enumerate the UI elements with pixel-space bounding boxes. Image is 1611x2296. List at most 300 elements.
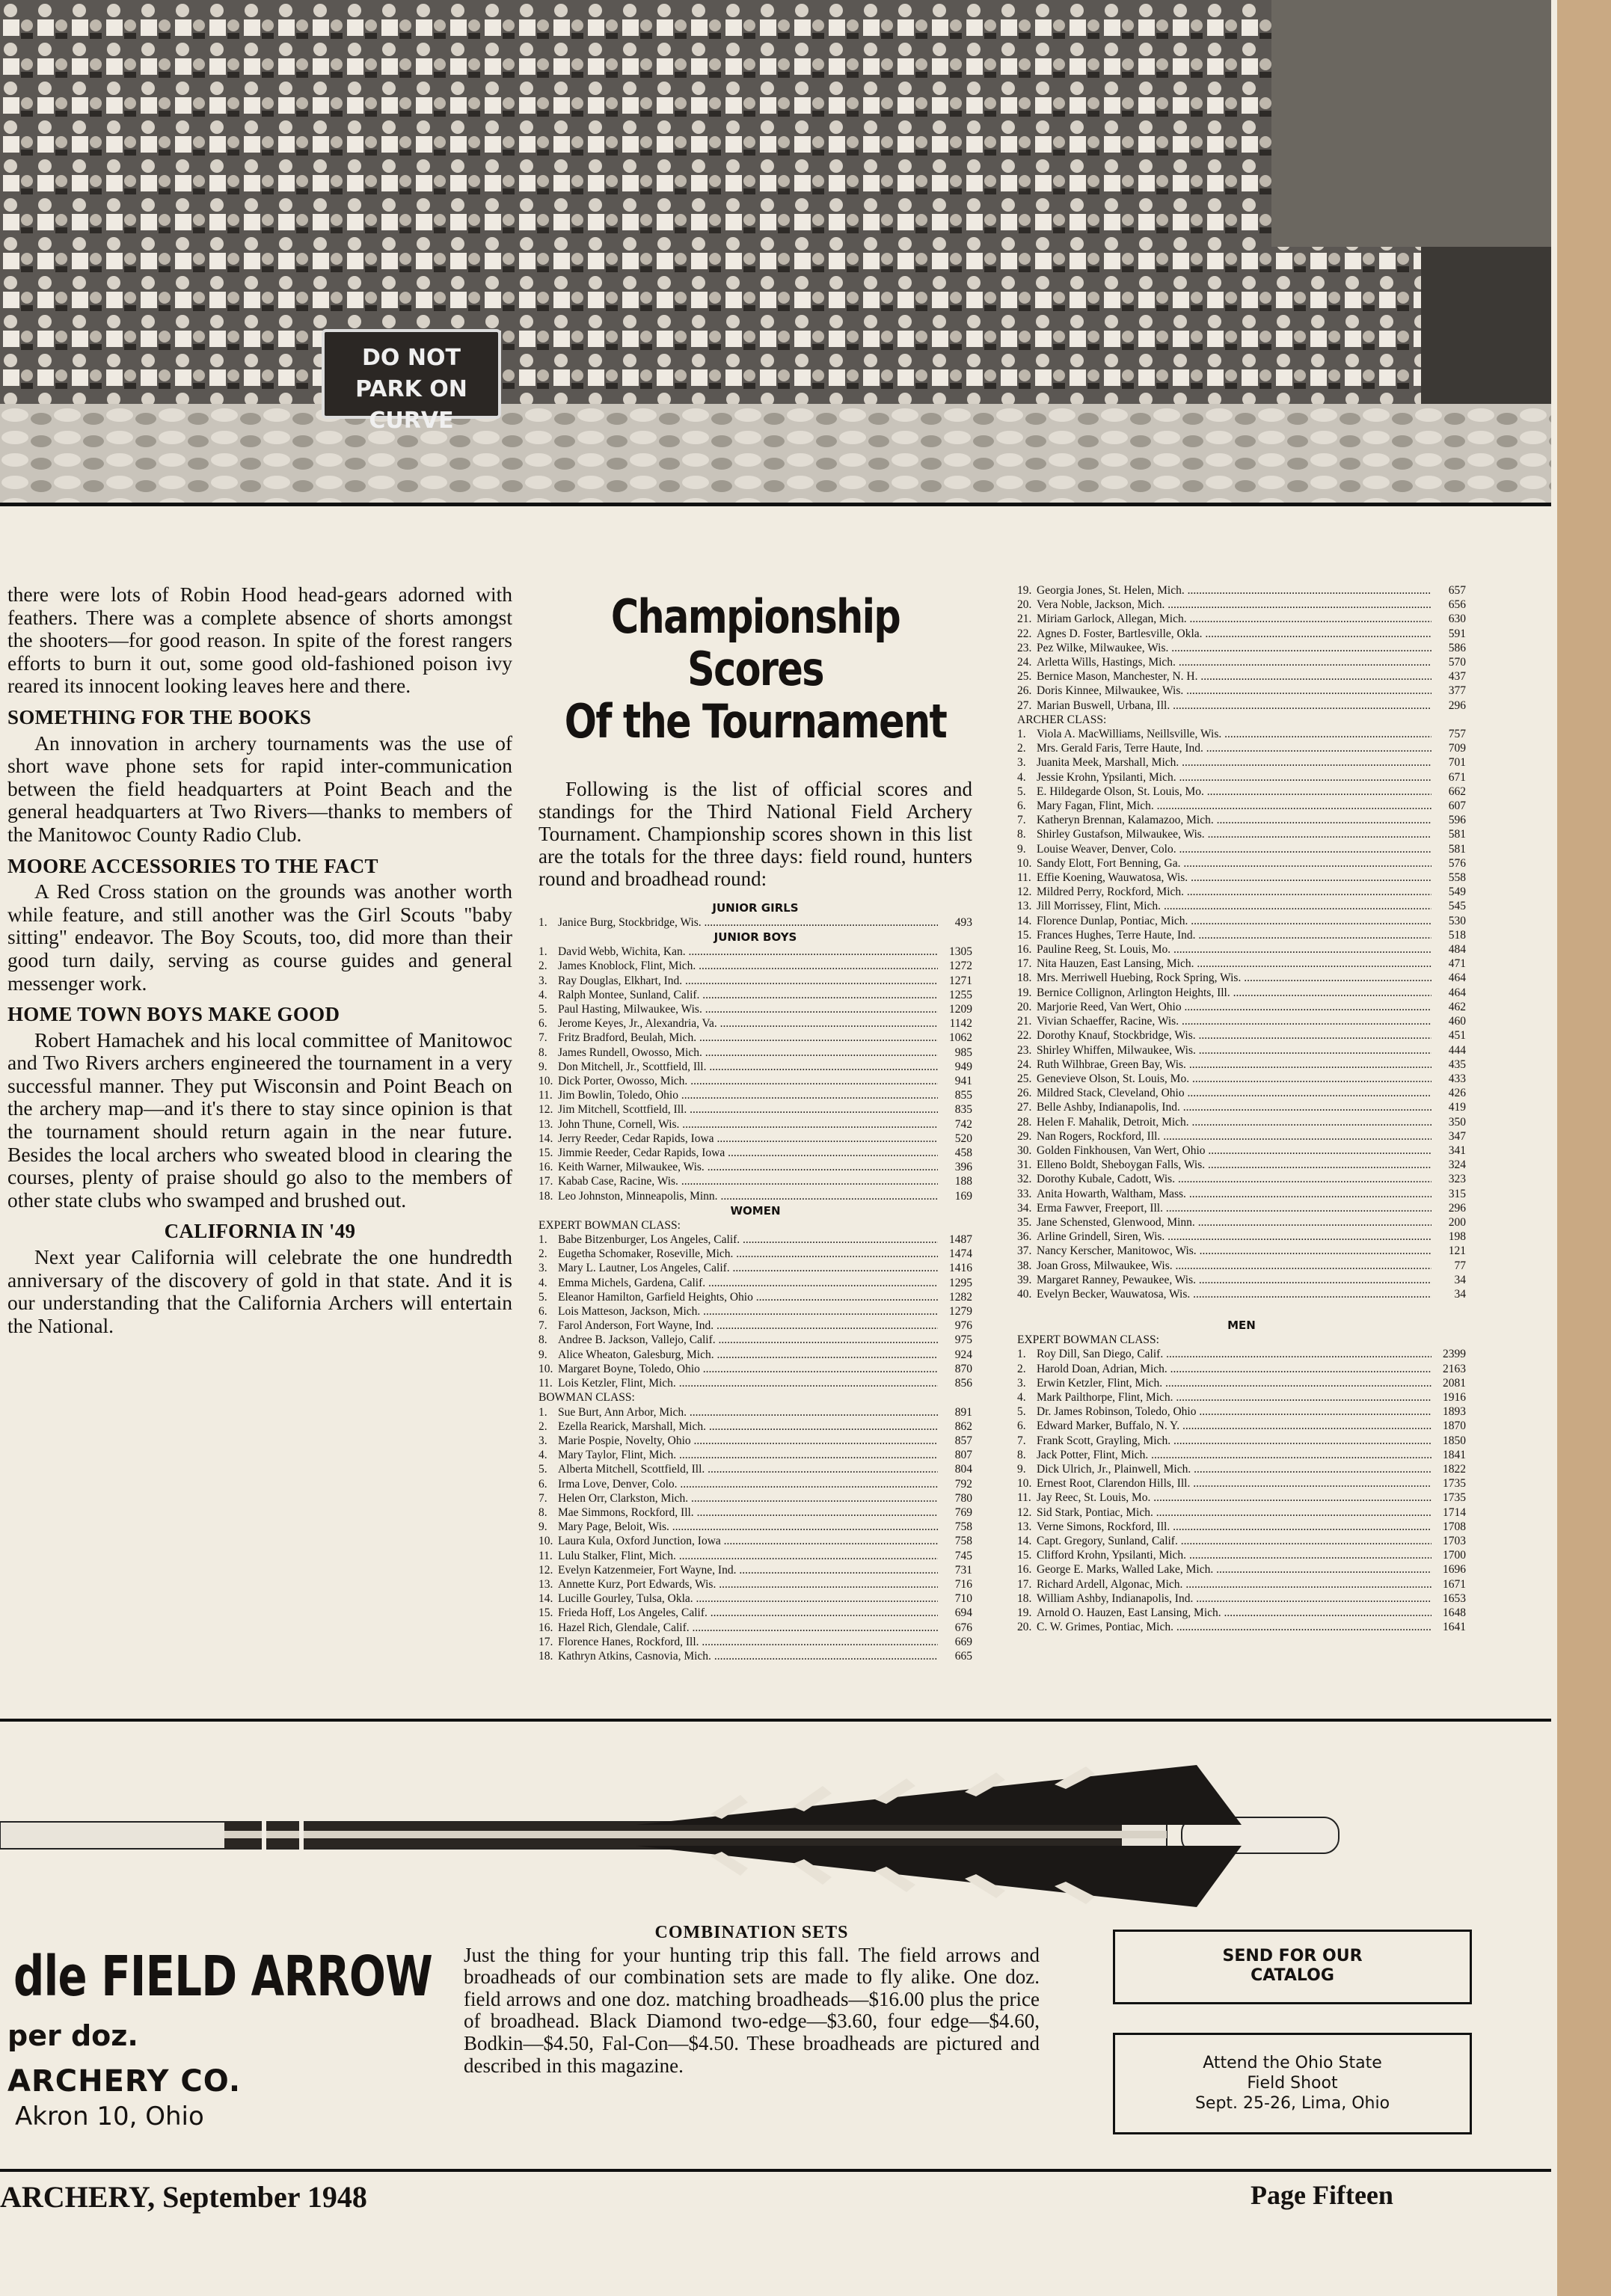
result-name: Belle Ashby, Indianapolis, Ind. ..... <box>1037 1100 1432 1114</box>
result-row <box>1017 1591 1466 1606</box>
result-row <box>538 1088 972 1102</box>
result-rank: 14. <box>1017 1535 1032 1547</box>
result-name: Jerry Reeder, Cedar Rapids, Iowa ..... <box>558 1132 938 1146</box>
result-name: Jim Mitchell, Scottfield, Ill. ..... <box>558 1102 938 1117</box>
result-rank: 7. <box>1017 1434 1026 1447</box>
result-rank: 40. <box>1017 1287 1032 1301</box>
result-rank: 8. <box>1017 1448 1026 1461</box>
result-row <box>1017 1520 1466 1534</box>
result-rank: 12. <box>1017 1505 1032 1519</box>
result-score: 835 <box>954 1103 972 1117</box>
result-row <box>538 1233 972 1247</box>
result-rank: 16. <box>1017 943 1032 957</box>
result-row <box>538 1319 972 1333</box>
result-row <box>538 915 972 930</box>
results-list <box>538 1405 972 1664</box>
result-score: 742 <box>954 1117 972 1131</box>
result-row <box>1017 684 1466 698</box>
result-rank: 17. <box>538 1635 553 1648</box>
result-score: 1282 <box>949 1290 972 1304</box>
result-rank: 8. <box>538 1046 547 1059</box>
result-row <box>538 1635 972 1649</box>
result-name: Vivian Schaeffer, Racine, Wis. ..... <box>1037 1014 1432 1028</box>
result-name: Lois Ketzler, Flint, Mich. ..... <box>558 1376 938 1390</box>
result-row <box>538 1405 972 1419</box>
result-rank: 2. <box>538 1247 547 1261</box>
result-row <box>1017 1086 1466 1100</box>
result-rank: 6. <box>538 1477 547 1491</box>
result-name: Jill Morrissey, Flint, Mich. ..... <box>1037 899 1432 913</box>
result-score: 1271 <box>949 974 972 987</box>
result-name: Ralph Montee, Sunland, Calif. ..... <box>558 988 938 1002</box>
article-paragraph: Next year California will celebrate the one hundredth anniversary of the discovery of gold in that state. And it is our understanding that the California Archers will entertain the National. <box>7 1245 512 1337</box>
result-row <box>1017 655 1466 669</box>
title-line: Championship Scores <box>610 589 900 696</box>
result-row <box>1017 1548 1466 1562</box>
result-row <box>1017 899 1466 913</box>
class-heading: ARCHER CLASS: <box>1017 713 1107 726</box>
result-row <box>538 1074 972 1088</box>
result-name: Sid Stark, Pontiac, Mich. ..... <box>1037 1505 1432 1520</box>
result-rank: 3. <box>538 1262 547 1275</box>
result-name: Jane Schensted, Glenwood, Minn. ..... <box>1037 1215 1432 1230</box>
result-score: 1487 <box>949 1233 972 1247</box>
result-score: 493 <box>954 916 972 929</box>
result-rank: 1. <box>538 945 547 959</box>
result-score: 296 <box>1448 699 1466 712</box>
result-name: Bernice Collignon, Arlington Heights, Ill. ..... <box>1037 986 1432 1000</box>
magazine-footer: ARCHERY, September 1948 <box>0 2180 367 2214</box>
result-score: 1305 <box>949 945 972 959</box>
result-row <box>538 1290 972 1304</box>
result-score: 1653 <box>1443 1591 1466 1605</box>
result-score: 518 <box>1448 928 1466 942</box>
result-score: 607 <box>1448 799 1466 813</box>
result-rank: 27. <box>1017 699 1032 712</box>
results-list <box>538 945 972 1203</box>
result-rank: 3. <box>538 974 547 987</box>
results-list <box>538 915 972 930</box>
result-score: 570 <box>1448 656 1466 669</box>
result-name: Harold Doan, Adrian, Mich. ..... <box>1037 1362 1432 1376</box>
result-row <box>538 1046 972 1060</box>
result-name: Dick Porter, Owosso, Mich. ..... <box>558 1074 938 1088</box>
result-name: Sue Burt, Ann Arbor, Mich. ..... <box>558 1405 938 1419</box>
result-name: Eugetha Schomaker, Roseville, Mich. ..... <box>558 1247 938 1261</box>
result-rank: 6. <box>1017 799 1026 813</box>
result-rank: 12. <box>538 1563 553 1577</box>
result-name: E. Hildegarde Olson, St. Louis, Mo. ..... <box>1037 785 1432 799</box>
result-row <box>538 1534 972 1548</box>
result-row <box>1017 669 1466 684</box>
result-row <box>538 1002 972 1016</box>
result-score: 2081 <box>1443 1376 1466 1390</box>
result-name: Don Mitchell, Jr., Scottfield, Ill. ..... <box>558 1060 938 1074</box>
result-row <box>1017 1505 1466 1520</box>
result-row <box>1017 699 1466 713</box>
result-score: 121 <box>1448 1244 1466 1258</box>
result-name: Vera Noble, Jackson, Mich. ..... <box>1037 598 1432 612</box>
result-score: 350 <box>1448 1115 1466 1129</box>
result-rank: 4. <box>1017 770 1026 784</box>
result-row <box>1017 885 1466 899</box>
result-row <box>1017 1347 1466 1361</box>
result-rank: 6. <box>1017 1419 1026 1433</box>
result-rank: 2. <box>538 1419 547 1433</box>
result-name: Jimmie Reeder, Cedar Rapids, Iowa ..... <box>558 1146 938 1160</box>
result-score: 464 <box>1448 971 1466 985</box>
result-rank: 4. <box>538 1276 547 1289</box>
result-score: 1714 <box>1443 1505 1466 1519</box>
result-name: Richard Ardell, Algonac, Mich. ..... <box>1037 1577 1432 1591</box>
result-rank: 8. <box>538 1333 547 1347</box>
result-rank: 34. <box>1017 1201 1032 1215</box>
result-name: Laura Kula, Oxford Junction, Iowa ..... <box>558 1534 938 1548</box>
result-score: 1841 <box>1443 1448 1466 1461</box>
result-rank: 18. <box>1017 1591 1032 1605</box>
result-row <box>538 1477 972 1491</box>
result-name: Fritz Bradford, Beulah, Mich. ..... <box>558 1031 938 1045</box>
result-row <box>1017 755 1466 770</box>
result-score: 444 <box>1448 1043 1466 1057</box>
result-name: Mildred Stack, Cleveland, Ohio ..... <box>1037 1086 1432 1100</box>
result-row <box>1017 641 1466 655</box>
result-score: 862 <box>954 1419 972 1433</box>
result-rank: 14. <box>1017 914 1032 927</box>
result-score: 941 <box>954 1075 972 1088</box>
scores-column-left <box>538 591 972 1663</box>
results-list <box>1017 1347 1466 1634</box>
result-rank: 10. <box>538 1075 553 1088</box>
result-name: Ezella Rearick, Marshall, Mich. ..... <box>558 1419 938 1434</box>
result-row <box>1017 1491 1466 1505</box>
section-heading: SOMETHING FOR THE BOOKS <box>7 705 312 728</box>
result-row <box>1017 770 1466 785</box>
result-name: Evelyn Katzenmeier, Fort Wayne, Ind. ..... <box>558 1563 938 1577</box>
result-score: 198 <box>1448 1230 1466 1244</box>
article-column <box>7 583 512 1337</box>
article-paragraph: A Red Cross station on the grounds was another worth while feature, and still another was the Girl Scouts "baby sitting" endeavor. The Boy Scouts, too, did more than their good turn daily, serving as course guides and general messenger work. <box>7 880 512 995</box>
result-score: 716 <box>954 1577 972 1591</box>
result-row <box>1017 1172 1466 1186</box>
result-score: 949 <box>954 1060 972 1073</box>
result-name: Georgia Jones, St. Helen, Mich. ..... <box>1037 583 1432 598</box>
results-list <box>538 1233 972 1390</box>
result-row <box>1017 1058 1466 1072</box>
result-name: Frieda Hoff, Los Angeles, Calif. ..... <box>558 1606 938 1620</box>
result-name: Arletta Wills, Hastings, Mich. ..... <box>1037 655 1432 669</box>
result-score: 484 <box>1448 943 1466 957</box>
result-score: 665 <box>954 1649 972 1663</box>
result-score: 341 <box>1448 1144 1466 1157</box>
result-row <box>1017 827 1466 841</box>
result-row <box>1017 957 1466 971</box>
result-row <box>538 945 972 959</box>
result-rank: 4. <box>538 988 547 1001</box>
company-address: Akron 10, Ohio <box>15 2102 204 2131</box>
result-rank: 5. <box>1017 1405 1026 1419</box>
result-score: 1700 <box>1443 1549 1466 1562</box>
group-photo <box>0 0 1551 506</box>
article-paragraph: Robert Hamachek and his local committee of Manitowoc and Two Rivers archers engineered the tournament in a very successful manner. They put Wisconsin and Point Beach on the archery map—and it's there to stay since opinion is that the tournament should return again in the near future. Besides the local archers who sweated blood in clearing the courses, plenty of praise should go also to the members of other state clubs who swamped and brushed out. <box>7 1028 512 1212</box>
result-rank: 19. <box>1017 986 1032 999</box>
result-row <box>1017 1620 1466 1634</box>
result-score: 1671 <box>1443 1577 1466 1591</box>
shoot-line: Field Shoot <box>1247 2074 1338 2093</box>
result-rank: 19. <box>1017 584 1032 597</box>
result-rank: 16. <box>1017 1563 1032 1577</box>
result-row <box>538 1591 972 1606</box>
result-rank: 11. <box>538 1377 553 1390</box>
result-name: Margaret Ranney, Pewaukee, Wis. ..... <box>1037 1273 1432 1287</box>
catalog-line: SEND FOR OUR <box>1222 1947 1363 1965</box>
result-row <box>1017 1419 1466 1433</box>
result-score: 710 <box>954 1592 972 1606</box>
result-score: 975 <box>954 1333 972 1347</box>
result-score: 586 <box>1448 641 1466 654</box>
result-rank: 5. <box>538 1290 547 1304</box>
result-row <box>1017 1390 1466 1405</box>
result-name: Jay Reec, St. Louis, Mo. ..... <box>1037 1491 1432 1505</box>
result-name: Viola A. MacWilliams, Neillsville, Wis. ..... <box>1037 727 1432 741</box>
result-name: Doris Kinnee, Milwaukee, Wis. ..... <box>1037 684 1432 698</box>
result-score: 657 <box>1448 584 1466 597</box>
result-rank: 16. <box>538 1161 553 1174</box>
section-heading: JUNIOR GIRLS <box>712 901 799 915</box>
result-name: Lulu Stalker, Flint, Mich. ..... <box>558 1549 938 1563</box>
result-row <box>1017 1376 1466 1390</box>
result-row <box>1017 971 1466 985</box>
result-score: 1272 <box>949 960 972 973</box>
result-name: Clifford Krohn, Ypsilanti, Mich. ..... <box>1037 1548 1432 1562</box>
scores-column-right <box>1017 583 1466 1634</box>
result-score: 807 <box>954 1449 972 1462</box>
article-paragraph: An innovation in archery tournaments was the use of short wave phone sets for rapid inter-communication between the field headquarters at Point Beach and the general headquarters at Two Rivers—thanks to members of the Manitowoc County Radio Club. <box>7 731 512 846</box>
result-rank: 36. <box>1017 1230 1032 1244</box>
result-score: 855 <box>954 1089 972 1102</box>
result-row <box>1017 1230 1466 1244</box>
result-row <box>1017 942 1466 957</box>
sign-line: DO NOT <box>362 345 461 371</box>
result-rank: 28. <box>1017 1115 1032 1129</box>
result-rank: 15. <box>538 1606 553 1620</box>
result-row <box>1017 842 1466 856</box>
result-rank: 20. <box>1017 1000 1032 1013</box>
result-row <box>538 1577 972 1591</box>
result-name: Irma Love, Denver, Colo. ..... <box>558 1477 938 1491</box>
result-score: 296 <box>1448 1201 1466 1215</box>
result-rank: 3. <box>1017 756 1026 770</box>
result-rank: 15. <box>538 1147 553 1160</box>
price-line: per doz. <box>7 2019 138 2052</box>
result-name: Frances Hughes, Terre Haute, Ind. ..... <box>1037 928 1432 942</box>
result-rank: 8. <box>538 1505 547 1519</box>
result-rank: 16. <box>538 1621 553 1634</box>
result-row <box>538 1606 972 1620</box>
result-name: Ray Douglas, Elkhart, Ind. ..... <box>558 974 938 988</box>
result-score: 315 <box>1448 1187 1466 1200</box>
result-row <box>1017 1014 1466 1028</box>
result-name: Shirley Whiffen, Milwaukee, Wis. ..... <box>1037 1043 1432 1058</box>
result-name: Dick Ulrich, Jr., Plainwell, Mich. ..... <box>1037 1462 1432 1476</box>
result-row <box>1017 1405 1466 1419</box>
result-row <box>1017 1201 1466 1215</box>
result-rank: 11. <box>538 1549 553 1562</box>
result-score: 1735 <box>1443 1491 1466 1505</box>
result-score: 426 <box>1448 1087 1466 1100</box>
result-row <box>538 1261 972 1275</box>
result-score: 1279 <box>949 1305 972 1319</box>
result-rank: 6. <box>538 1017 547 1031</box>
result-score: 545 <box>1448 900 1466 913</box>
result-rank: 1. <box>538 1405 547 1419</box>
result-row <box>538 1549 972 1563</box>
result-score: 520 <box>954 1132 972 1145</box>
result-row <box>1017 1043 1466 1058</box>
result-row <box>538 1333 972 1347</box>
result-name: Capt. Gregory, Sunland, Calif. ..... <box>1037 1534 1432 1548</box>
result-row <box>1017 1187 1466 1201</box>
result-name: Dr. James Robinson, Toledo, Ohio ..... <box>1037 1405 1432 1419</box>
result-name: Janice Burg, Stockbridge, Wis. ..... <box>558 915 938 930</box>
result-name: Jerome Keyes, Jr., Alexandria, Va. ..... <box>558 1016 938 1031</box>
result-rank: 21. <box>1017 613 1032 626</box>
result-name: Florence Dunlap, Pontiac, Mich. ..... <box>1037 914 1432 928</box>
result-score: 676 <box>954 1621 972 1634</box>
class-heading: EXPERT BOWMAN CLASS: <box>1017 1333 1159 1347</box>
result-rank: 9. <box>1017 1462 1026 1476</box>
page-number: Page Fifteen <box>1251 2180 1393 2210</box>
result-name: Keith Warner, Milwaukee, Wis. ..... <box>558 1160 938 1174</box>
result-score: 1822 <box>1443 1462 1466 1476</box>
result-row <box>538 1462 972 1476</box>
result-rank: 15. <box>1017 928 1032 942</box>
result-row <box>1017 1000 1466 1014</box>
result-score: 169 <box>954 1189 972 1203</box>
results-list <box>1017 727 1466 1301</box>
result-score: 188 <box>954 1175 972 1188</box>
result-name: Mark Pailthorpe, Flint, Mich. ..... <box>1037 1390 1432 1405</box>
result-score: 924 <box>954 1348 972 1361</box>
article-paragraph: there were lots of Robin Hood head-gears adorned with feathers. There was a complete absence of shorts amongst the shooters—for good reason. In spite of the forest rangers efforts to burn it out, some good old-fashioned poison ivy reared its innocent looking leaves here and there. <box>7 583 512 698</box>
result-score: 558 <box>1448 871 1466 885</box>
result-row <box>538 1649 972 1663</box>
result-row <box>538 974 972 988</box>
result-name: Mrs. Merriwell Huebing, Rock Spring, Wis. ..... <box>1037 971 1432 985</box>
result-score: 694 <box>954 1606 972 1620</box>
class-heading: EXPERT BOWMAN CLASS: <box>538 1218 681 1232</box>
result-row <box>538 988 972 1002</box>
result-rank: 4. <box>538 1449 547 1462</box>
result-rank: 11. <box>1017 1491 1031 1505</box>
result-score: 656 <box>1448 598 1466 612</box>
result-score: 460 <box>1448 1015 1466 1028</box>
result-score: 451 <box>1448 1029 1466 1043</box>
result-row <box>1017 1100 1466 1114</box>
result-row <box>1017 986 1466 1000</box>
result-name: Edward Marker, Buffalo, N. Y. ..... <box>1037 1419 1432 1433</box>
result-rank: 20. <box>1017 598 1032 612</box>
result-name: Paul Hasting, Milwaukee, Wis. ..... <box>558 1002 938 1016</box>
result-rank: 5. <box>538 1463 547 1476</box>
result-score: 757 <box>1448 728 1466 741</box>
sign-line: PARK ON CURVE <box>355 376 467 434</box>
result-rank: 25. <box>1017 1072 1032 1085</box>
result-row <box>1017 598 1466 612</box>
result-row <box>1017 612 1466 626</box>
result-row <box>538 1621 972 1635</box>
result-score: 471 <box>1448 957 1466 971</box>
result-row <box>1017 1115 1466 1129</box>
result-rank: 23. <box>1017 641 1032 654</box>
result-rank: 18. <box>538 1189 553 1203</box>
result-row <box>538 1304 972 1319</box>
result-name: Mildred Perry, Rockford, Mich. ..... <box>1037 885 1432 899</box>
result-row <box>1017 583 1466 598</box>
result-rank: 7. <box>538 1491 547 1505</box>
result-name: Marian Buswell, Urbana, Ill. ..... <box>1037 699 1432 713</box>
result-row <box>538 1491 972 1505</box>
result-row <box>1017 1287 1466 1301</box>
result-score: 976 <box>954 1319 972 1333</box>
result-name: Lois Matteson, Jackson, Mich. ..... <box>558 1304 938 1319</box>
result-rank: 9. <box>538 1348 547 1361</box>
result-name: Margaret Boyne, Toledo, Ohio ..... <box>558 1362 938 1376</box>
result-score: 856 <box>954 1377 972 1390</box>
result-score: 435 <box>1448 1058 1466 1071</box>
article-title <box>541 591 970 748</box>
result-row <box>538 1434 972 1448</box>
section-heading: WOMEN <box>730 1203 781 1218</box>
result-rank: 23. <box>1017 1043 1032 1057</box>
result-name: Andree B. Jackson, Vallejo, Calif. ..... <box>558 1333 938 1347</box>
result-name: Alberta Mitchell, Scottfield, Ill. ..... <box>558 1462 938 1476</box>
result-row <box>538 1419 972 1434</box>
result-rank: 26. <box>1017 684 1032 698</box>
result-rank: 13. <box>1017 1520 1032 1533</box>
result-name: Pez Wilke, Milwaukee, Wis. ..... <box>1037 641 1432 655</box>
result-row <box>1017 1462 1466 1476</box>
result-rank: 2. <box>1017 742 1026 755</box>
result-row <box>538 1160 972 1174</box>
result-row <box>538 1376 972 1390</box>
result-name: Effie Koening, Wauwatosa, Wis. ..... <box>1037 871 1432 885</box>
result-score: 1648 <box>1443 1606 1466 1620</box>
results-list <box>1017 583 1466 713</box>
result-row <box>1017 1028 1466 1043</box>
result-row <box>1017 1434 1466 1448</box>
result-rank: 26. <box>1017 1087 1032 1100</box>
result-score: 745 <box>954 1549 972 1562</box>
result-score: 396 <box>954 1161 972 1174</box>
result-score: 433 <box>1448 1072 1466 1085</box>
field-shoot-box <box>1113 2033 1472 2134</box>
result-rank: 17. <box>538 1175 553 1188</box>
result-rank: 12. <box>538 1103 553 1117</box>
result-rank: 20. <box>1017 1621 1032 1634</box>
result-rank: 9. <box>1017 842 1026 856</box>
result-score: 769 <box>954 1505 972 1519</box>
result-score: 630 <box>1448 613 1466 626</box>
section-heading: HOME TOWN BOYS MAKE GOOD <box>7 1003 340 1026</box>
section-heading: CALIFORNIA IN '49 <box>164 1220 356 1243</box>
result-name: Mary Taylor, Flint, Mich. ..... <box>558 1448 938 1462</box>
result-score: 1142 <box>949 1017 972 1031</box>
result-row <box>1017 1577 1466 1591</box>
result-score: 1474 <box>949 1247 972 1261</box>
result-rank: 18. <box>1017 971 1032 985</box>
result-name: Marjorie Reed, Van Wert, Ohio ..... <box>1037 1000 1432 1014</box>
